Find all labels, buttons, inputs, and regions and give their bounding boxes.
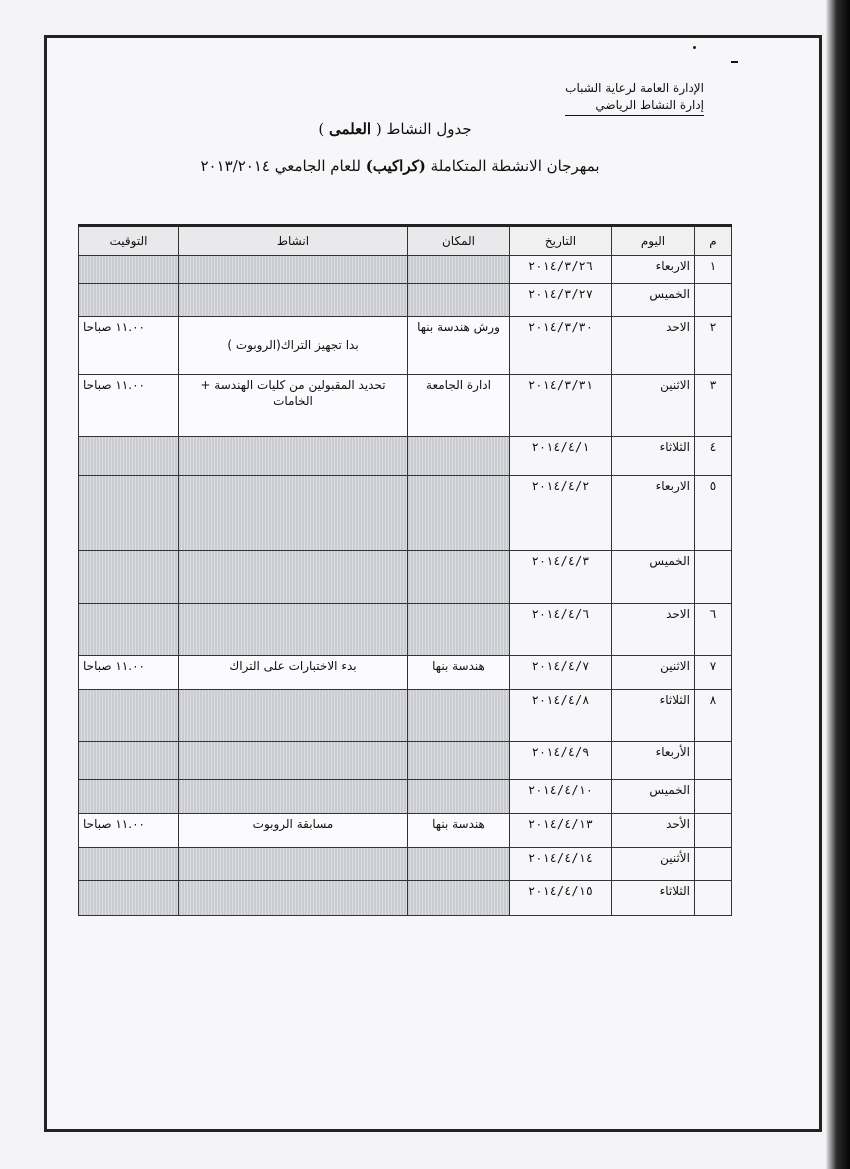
row-time-cell [79, 283, 179, 316]
row-num-cell [695, 848, 732, 881]
row-place-cell: هندسة بنها [408, 655, 510, 689]
row-num-cell [695, 283, 732, 316]
table-row [79, 551, 732, 604]
row-activity-cell [179, 475, 408, 550]
schedule-title [280, 120, 510, 138]
table-row [79, 475, 732, 550]
table-row [79, 848, 732, 881]
row-place-cell [408, 283, 510, 316]
row-day-cell: الثلاثاء [612, 880, 695, 915]
header-place: المكان [408, 226, 510, 256]
row-date-cell: ٢٠١٤/٣/٣١ [510, 375, 612, 437]
row-date-cell: ٢٠١٤/٤/٩ [510, 742, 612, 780]
row-activity-cell [179, 551, 408, 604]
row-place-cell [408, 689, 510, 741]
row-num-cell: ١ [695, 256, 732, 284]
table-header-row [79, 226, 732, 256]
row-activity-cell: مسابقة الروبوت [179, 814, 408, 848]
org-line-2: إدارة النشاط الرياضي [565, 97, 704, 116]
row-day-cell: الاربعاء [612, 475, 695, 550]
table-row [79, 814, 732, 848]
subtitle-suffix: للعام الجامعي ٢٠١٣/٢٠١٤ [200, 157, 361, 175]
row-time-cell: ١١.٠٠ صباحا [79, 375, 179, 437]
row-date-cell: ٢٠١٤/٤/١٤ [510, 848, 612, 881]
row-activity-cell [179, 283, 408, 316]
row-num-cell [695, 551, 732, 604]
row-num-cell [695, 880, 732, 915]
header-activity: انشاط [179, 226, 408, 256]
row-date-cell: ٢٠١٤/٤/٣ [510, 551, 612, 604]
row-time-cell [79, 780, 179, 814]
row-date-cell: ٢٠١٤/٤/١٠ [510, 780, 612, 814]
row-date-cell: ٢٠١٤/٤/٧ [510, 655, 612, 689]
row-num-cell [695, 742, 732, 780]
row-place-cell: هندسة بنها [408, 814, 510, 848]
title-suffix: ) [318, 120, 325, 138]
header-time: التوقيت [79, 226, 179, 256]
row-time-cell: ١١.٠٠ صباحا [79, 814, 179, 848]
scan-dash [731, 61, 738, 63]
row-day-cell: الثلاثاء [612, 689, 695, 741]
table-row [79, 655, 732, 689]
row-time-cell [79, 880, 179, 915]
table-row [79, 742, 732, 780]
row-day-cell: الاحد [612, 316, 695, 375]
row-time-cell [79, 256, 179, 284]
row-day-cell: الثلاثاء [612, 436, 695, 475]
row-num-cell: ٢ [695, 316, 732, 375]
row-day-cell: الأربعاء [612, 742, 695, 780]
row-activity-cell: بدء الاختبارات على التراك [179, 655, 408, 689]
row-date-cell: ٢٠١٤/٤/١ [510, 436, 612, 475]
row-place-cell [408, 256, 510, 284]
org-line-1: الإدارة العامة لرعاية الشباب [565, 81, 704, 95]
row-date-cell: ٢٠١٤/٤/٨ [510, 689, 612, 741]
row-day-cell: الأثنين [612, 848, 695, 881]
row-time-cell [79, 551, 179, 604]
row-place-cell: ادارة الجامعة [408, 375, 510, 437]
table-row [79, 780, 732, 814]
row-date-cell: ٢٠١٤/٣/٢٧ [510, 283, 612, 316]
row-num-cell: ٦ [695, 604, 732, 655]
row-time-cell [79, 689, 179, 741]
row-place-cell [408, 742, 510, 780]
row-place-cell [408, 604, 510, 655]
row-time-cell [79, 475, 179, 550]
row-day-cell: الخميس [612, 551, 695, 604]
row-place-cell [408, 475, 510, 550]
row-activity-cell [179, 436, 408, 475]
title-prefix: جدول النشاط ( [375, 120, 472, 138]
row-activity-cell [179, 880, 408, 915]
row-num-cell: ٤ [695, 436, 732, 475]
row-num-cell: ٥ [695, 475, 732, 550]
row-place-cell: ورش هندسة بنها [408, 316, 510, 375]
row-activity-cell [179, 604, 408, 655]
table-row [79, 436, 732, 475]
table-row [79, 604, 732, 655]
row-day-cell: الاربعاء [612, 256, 695, 284]
row-day-cell: الخميس [612, 780, 695, 814]
row-time-cell: ١١.٠٠ صباحا [79, 655, 179, 689]
table-row [79, 316, 732, 375]
row-activity-cell [179, 689, 408, 741]
row-num-cell [695, 814, 732, 848]
row-day-cell: الأحد [612, 814, 695, 848]
row-activity-cell [179, 780, 408, 814]
row-place-cell [408, 551, 510, 604]
row-day-cell: الخميس [612, 283, 695, 316]
table-row [79, 256, 732, 284]
row-day-cell: الاثنين [612, 655, 695, 689]
row-time-cell: ١١.٠٠ صباحا [79, 316, 179, 375]
row-date-cell: ٢٠١٤/٤/١٥ [510, 880, 612, 915]
row-num-cell: ٨ [695, 689, 732, 741]
scan-speck [693, 46, 696, 49]
subtitle-bold: (كراكيب) [365, 157, 426, 175]
scan-edge-shadow [826, 0, 850, 1169]
organization-header [565, 80, 704, 116]
row-time-cell [79, 436, 179, 475]
row-date-cell: ٢٠١٤/٣/٣٠ [510, 316, 612, 375]
row-date-cell: ٢٠١٤/٣/٢٦ [510, 256, 612, 284]
table-row [79, 689, 732, 741]
row-num-cell: ٣ [695, 375, 732, 437]
row-date-cell: ٢٠١٤/٤/٦ [510, 604, 612, 655]
row-activity-cell [179, 848, 408, 881]
row-activity-cell [179, 742, 408, 780]
row-date-cell: ٢٠١٤/٤/١٣ [510, 814, 612, 848]
row-num-cell [695, 780, 732, 814]
row-day-cell: الاثنين [612, 375, 695, 437]
row-activity-cell [179, 256, 408, 284]
row-date-cell: ٢٠١٤/٤/٢ [510, 475, 612, 550]
subtitle-prefix: بمهرجان الانشطة المتكاملة [430, 157, 600, 175]
row-place-cell [408, 780, 510, 814]
row-activity-cell: بدا تجهيز التراك(الروبوت ) [179, 316, 408, 375]
row-time-cell [79, 848, 179, 881]
header-date: التاريخ [510, 226, 612, 256]
row-day-cell: الاحد [612, 604, 695, 655]
row-num-cell: ٧ [695, 655, 732, 689]
table-row [79, 283, 732, 316]
festival-subtitle [150, 157, 650, 175]
header-day: اليوم [612, 226, 695, 256]
header-num: م [695, 226, 732, 256]
table-row [79, 375, 732, 437]
table-row [79, 880, 732, 915]
row-time-cell [79, 604, 179, 655]
row-activity-cell: تحديد المقبولين من كليات الهندسة + الخامات [179, 375, 408, 437]
row-place-cell [408, 436, 510, 475]
row-time-cell [79, 742, 179, 780]
activity-schedule-table [78, 224, 732, 916]
row-place-cell [408, 880, 510, 915]
row-place-cell [408, 848, 510, 881]
title-bold: العلمى [328, 120, 372, 138]
